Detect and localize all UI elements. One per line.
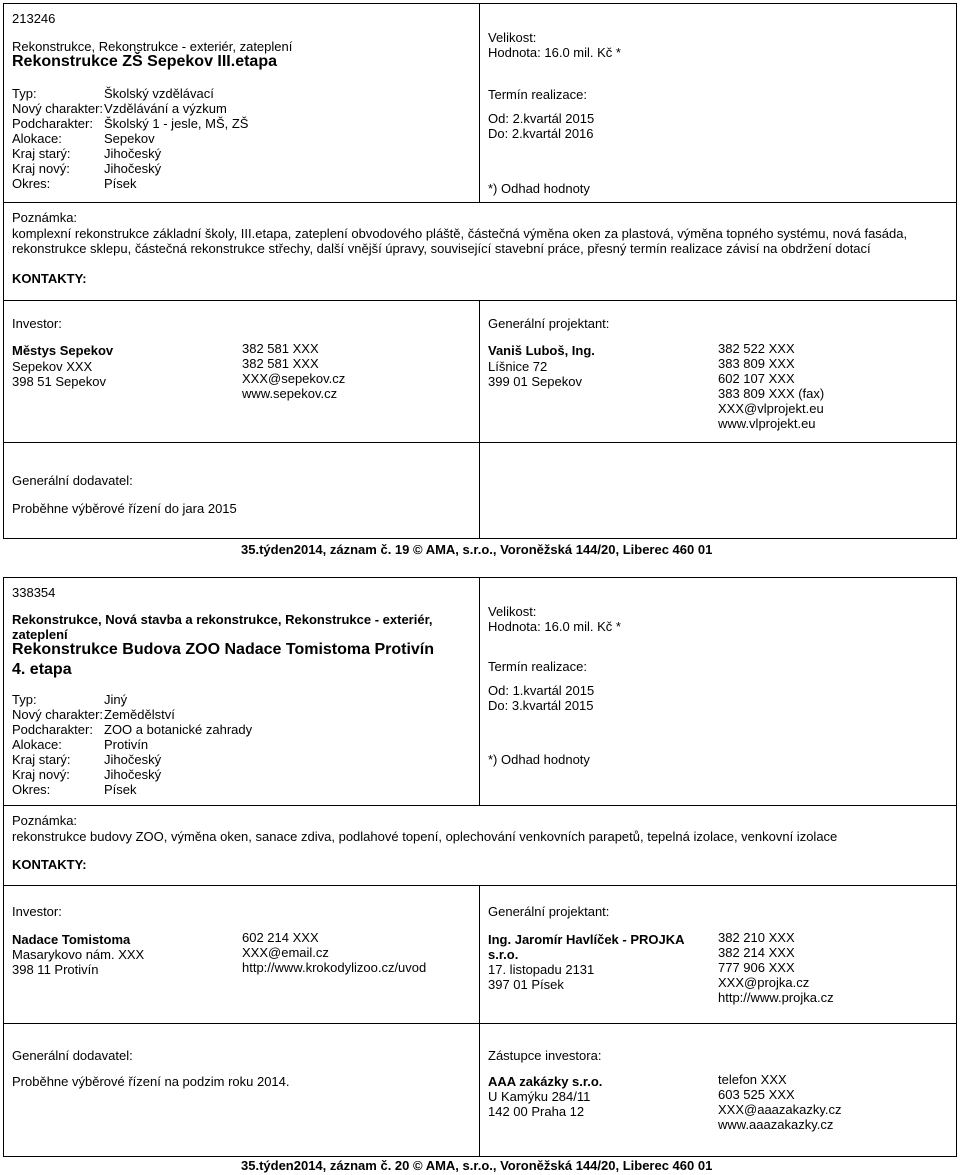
field-row [12, 737, 148, 752]
contact-line: 382 522 XXX [718, 341, 795, 356]
poznamka-text: rekonstrukce budovy ZOO, výměna oken, sanace zdiva, podlahové topení, oplechování venkovních parapetů, tepelná izolace, venkovní izolace [12, 829, 838, 844]
termin-label: Termín realizace: [488, 87, 587, 102]
divider [3, 442, 957, 443]
contact-line: XXX@email.cz [242, 945, 329, 960]
field-value: Písek [104, 176, 137, 191]
contact-line: 382 581 XXX [242, 341, 319, 356]
projektant-name: s.r.o. [488, 947, 519, 962]
contact-line: XXX@projka.cz [718, 975, 810, 990]
velikost-label: Velikost: [488, 604, 537, 619]
dodavatel-text: Proběhne výběrové řízení na podzim roku 2014. [12, 1074, 290, 1089]
investor-contacts [242, 930, 426, 975]
contact-line: www.aaazakazky.cz [718, 1117, 834, 1132]
odhad-note: *) Odhad hodnoty [488, 752, 590, 767]
divider [479, 3, 480, 202]
field-key: Kraj nový: [12, 161, 70, 176]
odhad-note: *) Odhad hodnoty [488, 181, 590, 196]
record-id: 213246 [12, 11, 56, 26]
divider [3, 1023, 957, 1024]
divider [3, 300, 957, 301]
field-key: Podcharakter: [12, 722, 93, 737]
zastupce-name: AAA zakázky s.r.o. [488, 1074, 603, 1089]
field-key: Podcharakter: [12, 116, 93, 131]
projektant-name: Ing. Jaromír Havlíček - PROJKA [488, 932, 685, 947]
field-key: Typ: [12, 692, 37, 707]
field-row [12, 116, 248, 131]
poznamka-label: Poznámka: [12, 813, 78, 828]
field-value: Písek [104, 782, 137, 797]
field-row [12, 752, 161, 767]
contact-line: 777 906 XXX [718, 960, 795, 975]
contact-line: www.sepekov.cz [242, 386, 338, 401]
field-value: Jiný [104, 692, 128, 707]
field-key: Okres: [12, 176, 51, 191]
contact-line: 382 581 XXX [242, 356, 319, 371]
record-footer: 35.týden2014, záznam č. 19 © AMA, s.r.o., Voroněžská 144/20, Liberec 460 01 [241, 542, 713, 557]
contact-line: http://www.projka.cz [718, 990, 834, 1005]
record-title: Rekonstrukce Budova ZOO Nadace Tomistoma Protivín [12, 641, 435, 658]
divider [479, 442, 480, 539]
field-value: Jihočeský [104, 146, 162, 161]
field-row [12, 86, 214, 101]
investor-name: Městys Sepekov [12, 343, 114, 358]
field-key: Alokace: [12, 131, 62, 146]
dodavatel-label: Generální dodavatel: [12, 1048, 133, 1063]
divider [479, 1023, 480, 1157]
termin-do: Do: 3.kvartál 2015 [488, 698, 594, 713]
investor-address: 398 11 Protivín [12, 962, 99, 977]
investor-address: Masarykovo nám. XXX [12, 947, 145, 962]
field-row [12, 692, 127, 707]
poznamka-text: rekonstrukce sklepu, částečná rekonstrukce střechy, další vnější úpravy, související stavební práce, přesný termín realizace závisí na obdržení dotací [12, 241, 871, 256]
divider [479, 885, 480, 1023]
poznamka-label: Poznámka: [12, 210, 78, 225]
poznamka-text: komplexní rekonstrukce základní školy, III.etapa, zateplení obvodového pláště, částečná výměna oken za plastová, výměna topného systému, nová fasáda, [12, 226, 908, 241]
field-key: Okres: [12, 782, 51, 797]
field-key: Kraj nový: [12, 767, 70, 782]
divider [3, 202, 957, 203]
field-value: Sepekov [104, 131, 155, 146]
kontakty-heading: KONTAKTY: [12, 271, 87, 286]
projektant-address: 399 01 Sepekov [488, 374, 582, 389]
termin-do: Do: 2.kvartál 2016 [488, 126, 594, 141]
field-row [12, 146, 161, 161]
projektant-label: Generální projektant: [488, 904, 610, 919]
field-row [12, 101, 227, 116]
investor-name: Nadace Tomistoma [12, 932, 131, 947]
contact-line: 602 214 XXX [242, 930, 319, 945]
zastupce-contacts [718, 1072, 842, 1132]
contact-line: 602 107 XXX [718, 371, 795, 386]
field-value: ZOO a botanické zahrady [104, 722, 253, 737]
contact-line: 383 809 XXX (fax) [718, 386, 825, 401]
record-frame [3, 577, 957, 1157]
field-value: Vzdělávání a výzkum [104, 101, 227, 116]
termin-od: Od: 1.kvartál 2015 [488, 683, 595, 698]
hodnota-value: Hodnota: 16.0 mil. Kč * [488, 619, 621, 634]
divider [479, 300, 480, 442]
field-row [12, 707, 175, 722]
termin-label: Termín realizace: [488, 659, 587, 674]
contact-line: 603 525 XXX [718, 1087, 795, 1102]
record-title: Rekonstrukce ZŠ Sepekov III.etapa [12, 53, 277, 70]
projektant-label: Generální projektant: [488, 316, 610, 331]
field-value: Jihočeský [104, 752, 162, 767]
field-value: Jihočeský [104, 161, 162, 176]
contact-line: 383 809 XXX [718, 356, 795, 371]
record-frame [3, 3, 957, 539]
field-key: Kraj starý: [12, 146, 71, 161]
record-categories: Rekonstrukce, Nová stavba a rekonstrukce, Rekonstrukce - exteriér, [12, 612, 433, 627]
field-value: Zemědělství [104, 707, 175, 722]
field-key: Nový charakter: [12, 707, 104, 722]
record-categories: zateplení [12, 627, 68, 642]
zastupce-address: U Kamýku 284/11 [488, 1089, 591, 1104]
contact-line: 382 214 XXX [718, 945, 795, 960]
field-key: Typ: [12, 86, 37, 101]
projektant-contacts [718, 930, 834, 1005]
hodnota-value: Hodnota: 16.0 mil. Kč * [488, 45, 621, 60]
field-row [12, 161, 161, 176]
dodavatel-label: Generální dodavatel: [12, 473, 133, 488]
divider [479, 577, 480, 805]
field-key: Kraj starý: [12, 752, 71, 767]
investor-contacts [242, 341, 345, 401]
zastupce-label: Zástupce investora: [488, 1048, 602, 1063]
field-key: Alokace: [12, 737, 62, 752]
field-row [12, 176, 137, 191]
divider [3, 805, 957, 806]
record-footer: 35.týden2014, záznam č. 20 © AMA, s.r.o., Voroněžská 144/20, Liberec 460 01 [241, 1158, 713, 1173]
contact-line: http://www.krokodylizoo.cz/uvod [242, 960, 427, 975]
field-row [12, 131, 155, 146]
investor-label: Investor: [12, 904, 62, 919]
dodavatel-text: Proběhne výběrové řízení do jara 2015 [12, 501, 237, 516]
projektant-contacts [718, 341, 824, 431]
record-categories: Rekonstrukce, Rekonstrukce - exteriér, zateplení [12, 39, 293, 54]
contact-line: XXX@aaazakazky.cz [718, 1102, 842, 1117]
field-row [12, 782, 137, 797]
record-id: 338354 [12, 585, 56, 600]
contact-line: telefon XXX [718, 1072, 787, 1087]
field-value: Protivín [104, 737, 149, 752]
field-value: Jihočeský [104, 767, 162, 782]
divider [3, 885, 957, 886]
contact-line: www.vlprojekt.eu [718, 416, 816, 431]
field-row [12, 767, 161, 782]
velikost-label: Velikost: [488, 30, 537, 45]
investor-address: Sepekov XXX [12, 359, 93, 374]
field-key: Nový charakter: [12, 101, 104, 116]
contact-line: 382 210 XXX [718, 930, 795, 945]
contact-line: XXX@sepekov.cz [242, 371, 346, 386]
record-title: 4. etapa [12, 661, 72, 678]
field-row [12, 722, 252, 737]
investor-label: Investor: [12, 316, 62, 331]
projektant-name: Vaniš Luboš, Ing. [488, 343, 595, 358]
projektant-address: Líšnice 72 [488, 359, 548, 374]
termin-od: Od: 2.kvartál 2015 [488, 111, 595, 126]
kontakty-heading: KONTAKTY: [12, 857, 87, 872]
projektant-address: 17. listopadu 2131 [488, 962, 595, 977]
contact-line: XXX@vlprojekt.eu [718, 401, 824, 416]
projektant-address: 397 01 Písek [488, 977, 564, 992]
field-value: Školský vzdělávací [104, 86, 214, 101]
investor-address: 398 51 Sepekov [12, 374, 106, 389]
field-value: Školský 1 - jesle, MŠ, ZŠ [104, 116, 249, 131]
zastupce-address: 142 00 Praha 12 [488, 1104, 585, 1119]
